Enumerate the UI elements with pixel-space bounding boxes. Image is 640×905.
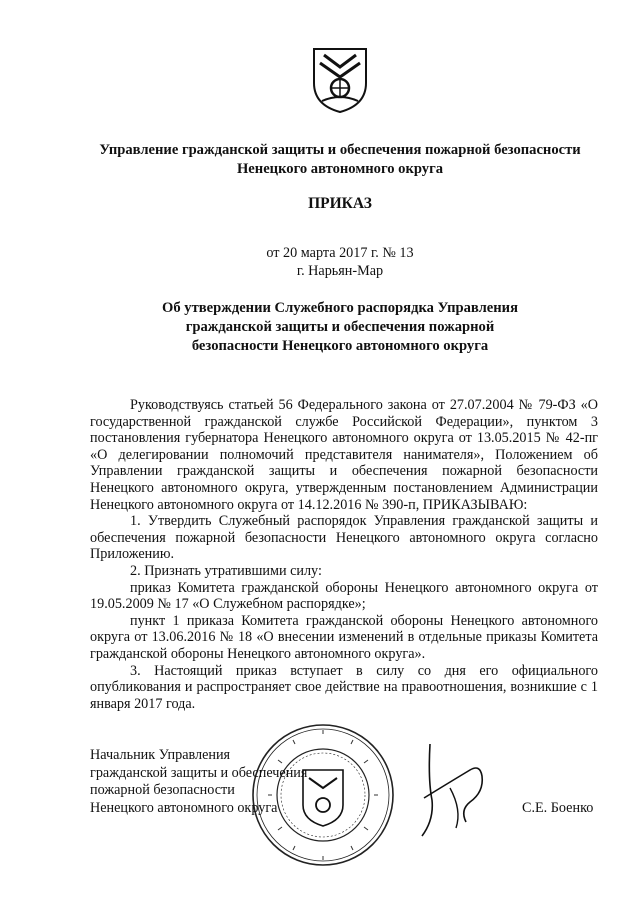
signatory-position — [90, 747, 307, 817]
signatory-name: С.Е. Боенко — [522, 800, 594, 816]
position-line-1: Начальник Управления — [90, 747, 231, 763]
item-2a-paragraph: приказ Комитета гражданской обороны Ненецкого автономного округа от 19.05.2009 № 17 «О Служебном распорядке»; — [90, 579, 598, 613]
handwritten-signature-icon — [400, 740, 500, 840]
organization-name — [60, 141, 620, 179]
preamble-paragraph: Руководствуясь статьей 56 Федерального закона от 27.07.2004 № 79-ФЗ «О государственной гражданской службе Российской Федерации», пунктом 3 постановления губернатора Ненецкого автономного округа от 13.05.2015 № 42-пг «О делегировании полномочий представителя нанимателя», Положением об Управлении гражданской защиты и обеспечения пожарной безопасности Ненецкого автономного округа, утвержденным постановлением Администрации Ненецкого автономного округа от 14.12.2016 № 390-п, ПРИКАЗЫВАЮ: — [90, 397, 598, 513]
org-line-1: Управление гражданской защиты и обеспечения пожарной безопасности — [99, 142, 581, 158]
order-subject — [60, 299, 620, 356]
document-title: ПРИКАЗ — [308, 195, 372, 212]
order-date: от 20 марта 2017 г. № 13 — [266, 245, 414, 261]
position-line-2: гражданской защиты и обеспечения — [90, 764, 308, 781]
item-3-paragraph: 3. Настоящий приказ вступает в силу со дня его официального опубликования и распространяет свое действие на правоотношения, возникшие с 1 января 2017 года. — [90, 662, 598, 712]
order-body — [90, 397, 598, 712]
item-2-paragraph: 2. Признать утратившими силу: — [130, 562, 322, 579]
subject-line-3: безопасности Ненецкого автономного округа — [191, 338, 489, 354]
org-line-2: Ненецкого автономного округа — [236, 161, 444, 177]
coat-of-arms-icon — [310, 45, 370, 115]
position-line-3: пожарной безопасности — [90, 782, 235, 799]
subject-line-1: Об утверждении Служебного распорядка Управления — [162, 300, 518, 316]
subject-line-2: гражданской защиты и обеспечения пожарной — [185, 319, 495, 335]
order-place: г. Нарьян-Мар — [296, 263, 384, 279]
date-place-block — [60, 244, 620, 280]
item-2b-paragraph: пункт 1 приказа Комитета гражданской обороны Ненецкого автономного округа от 13.06.2016 № 18 «О внесении изменений в отдельные приказы Комитета гражданской обороны Ненецкого автономного округа». — [90, 612, 598, 662]
position-line-4: Ненецкого автономного округа — [90, 799, 278, 816]
item-1-paragraph: 1. Утвердить Служебный распорядок Управления гражданской защиты и обеспечения пожарной безопасности Ненецкого автономного округа согласно Приложению. — [90, 513, 598, 563]
